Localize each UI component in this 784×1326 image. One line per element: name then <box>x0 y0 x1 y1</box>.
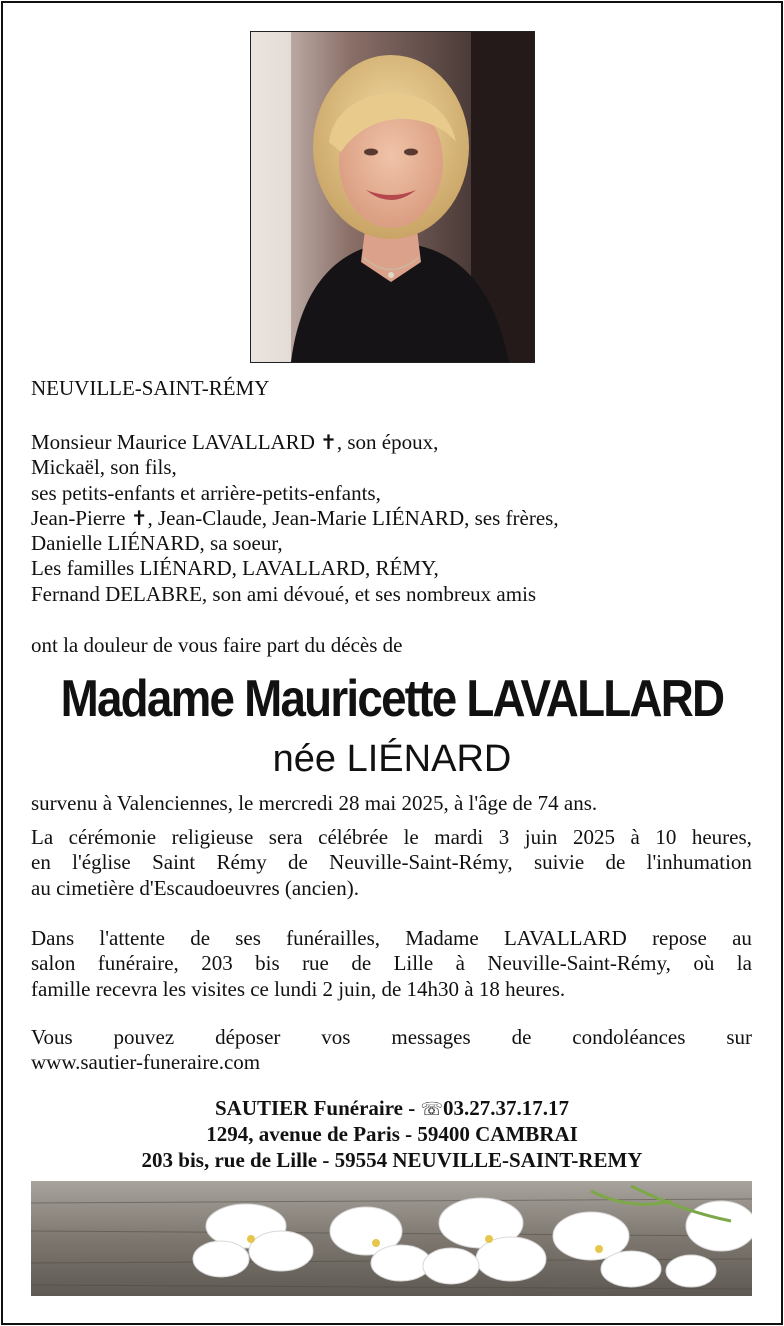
word: de <box>351 951 372 976</box>
word: Neuville-Saint-Rémy, <box>487 951 671 976</box>
word: messages <box>391 1025 471 1049</box>
word: de <box>605 850 626 875</box>
ceremony-line <box>31 825 752 850</box>
phone-icon: ☏ <box>420 1099 444 1120</box>
word: suivie <box>534 850 585 875</box>
word: mardi <box>434 825 484 849</box>
word: de <box>190 926 211 950</box>
word: repose <box>652 926 707 950</box>
word: vos <box>321 1025 351 1049</box>
death-details: survenu à Valenciennes, le mercredi 28 mai 2025, à l'âge de 74 ans. <box>31 791 598 815</box>
word: Rémy <box>216 850 267 875</box>
word: condoléances <box>572 1025 686 1049</box>
word: rue <box>302 951 329 976</box>
word: célébrée <box>318 825 389 849</box>
cross-icon: ✝ <box>130 505 148 530</box>
ceremony-line <box>31 850 752 875</box>
visitation-paragraph <box>31 926 752 1002</box>
word: religieuse <box>171 825 254 849</box>
word: Saint <box>152 850 196 875</box>
word: LAVALLARD <box>503 926 627 950</box>
word: pouvez <box>113 1025 175 1049</box>
word: funéraire, <box>97 951 179 976</box>
contact-phone-line: SAUTIER Funéraire - ☏03.27.37.17.17 <box>214 1096 570 1120</box>
word: Dans <box>31 926 75 950</box>
visitation-line <box>31 951 752 976</box>
flower-banner <box>31 1181 752 1296</box>
word: la <box>736 951 752 976</box>
cross-icon: ✝ <box>320 430 337 454</box>
word: le <box>403 825 419 849</box>
portrait-illustration <box>251 32 534 362</box>
word: heures, <box>691 825 752 849</box>
word: sur <box>726 1025 752 1049</box>
family-line: Danielle LIÉNARD, sa soeur, <box>31 531 283 556</box>
family-line: Les familles LIÉNARD, LAVALLARD, RÉMY, <box>31 556 439 581</box>
word: salon <box>31 951 76 976</box>
maiden-name: née LIÉNARD <box>272 738 512 780</box>
word: 10 <box>655 825 677 849</box>
visitation-line: famille recevra les visites ce lundi 2 juin, de 14h30 à 18 heures. <box>31 976 566 1001</box>
word: La <box>31 825 54 849</box>
word: 203 <box>201 951 233 976</box>
orchid-illustration <box>31 1181 752 1296</box>
deceased-name: Madame Mauricette LAVALLARD <box>60 670 724 728</box>
ceremony-paragraph <box>31 825 752 901</box>
contact-address-2: 203 bis, rue de Lille - 59554 NEUVILLE-SAINT-REMY <box>141 1147 643 1172</box>
funeral-home-contact <box>0 1096 784 1173</box>
family-line: Mickaël, son fils, <box>31 455 177 480</box>
word: de <box>288 850 308 875</box>
family-line: Fernand DELABRE, son ami dévoué, et ses nombreux amis <box>31 581 537 606</box>
word: déposer <box>215 1025 281 1049</box>
word: où <box>693 951 715 976</box>
word: de <box>511 1025 532 1049</box>
word: ses <box>235 926 261 950</box>
town-heading: NEUVILLE-SAINT-RÉMY <box>31 376 270 400</box>
word: 3 <box>498 825 510 849</box>
word: cérémonie <box>68 825 157 849</box>
word: 2025 <box>572 825 615 849</box>
condolences-paragraph <box>31 1025 752 1076</box>
family-list <box>31 430 752 607</box>
word: Madame <box>405 926 479 950</box>
condolences-line <box>31 1025 752 1050</box>
word: juin <box>524 825 558 849</box>
condolences-url[interactable]: www.sautier-funeraire.com <box>31 1050 261 1075</box>
word: à <box>630 825 640 849</box>
word: l'église <box>72 850 131 875</box>
word: sera <box>268 825 303 849</box>
family-line: ses petits-enfants et arrière-petits-enfants, <box>31 480 381 505</box>
word: l'inhumation <box>646 850 752 875</box>
word: l'attente <box>99 926 165 950</box>
word: Lille <box>393 951 434 976</box>
word: à <box>455 951 465 976</box>
visitation-line <box>31 926 752 951</box>
word: Neuville-Saint-Rémy, <box>329 850 513 875</box>
announcement-intro: ont la douleur de vous faire part du décès de <box>31 633 403 657</box>
word: au <box>732 926 752 950</box>
family-line: Jean-Pierre ✝, Jean-Claude, Jean-Marie LIÉNARD, ses frères, <box>31 505 559 530</box>
word: bis <box>255 951 280 976</box>
word: en <box>31 850 51 875</box>
portrait-photo <box>250 31 535 363</box>
word: Vous <box>31 1025 73 1049</box>
contact-address-1: 1294, avenue de Paris - 59400 CAMBRAI <box>206 1122 578 1147</box>
ceremony-line: au cimetière d'Escaudoeuvres (ancien). <box>31 875 359 900</box>
word: funérailles, <box>286 926 381 950</box>
family-line: Monsieur Maurice LAVALLARD ✝, son époux, <box>31 430 439 454</box>
